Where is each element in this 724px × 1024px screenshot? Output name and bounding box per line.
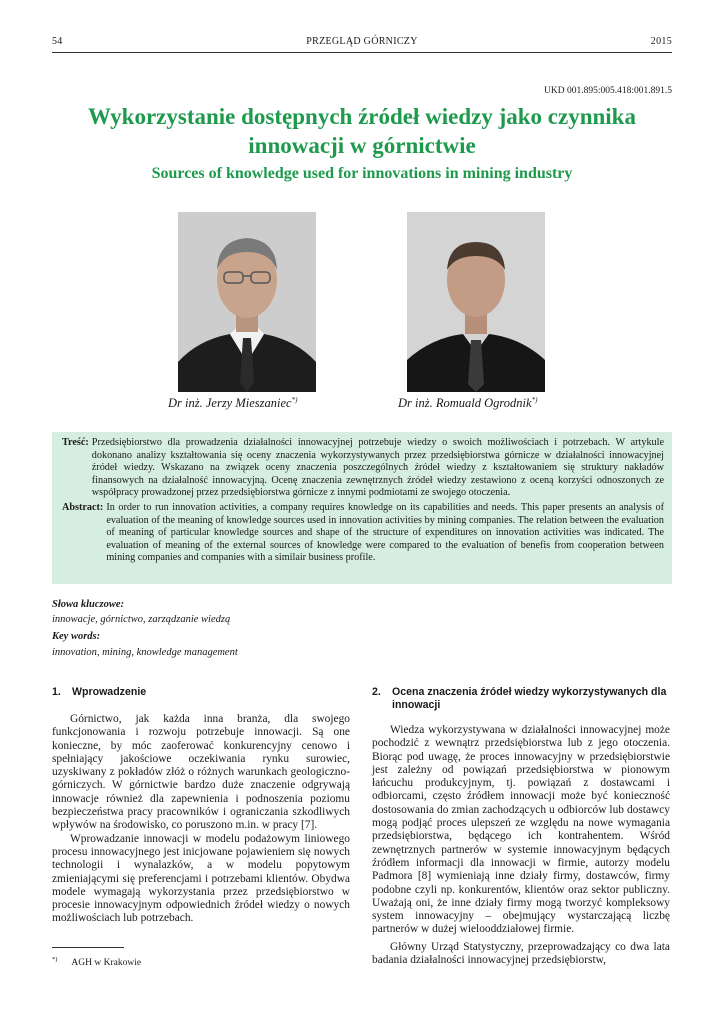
footnote-mark: *) xyxy=(52,956,58,963)
abstract-polish xyxy=(62,437,664,500)
section-heading-1: 1. Wprowadzenie xyxy=(52,686,147,698)
abstract-box xyxy=(52,432,672,584)
section-heading-2: 2. Ocena znaczenia źródeł wiedzy wykorzystywanych dla innowacji xyxy=(372,686,667,711)
author-name-1: Dr inż. Jerzy Mieszaniec*) xyxy=(168,396,298,411)
keywords-english: innovation, mining, knowledge management xyxy=(52,647,238,658)
paragraph: Główny Urząd Statystyczny, przeprowadzający co dwa lata badania działalności innowacyjnej przedsiębiorstw, xyxy=(372,940,670,967)
header-rule xyxy=(52,52,672,53)
paragraph: Wprowadzanie innowacji w modelu podażowym liniowego procesu innowacyjnego jest inicjowane pojawieniem się nowych technologii i wynalazków, a w modelu popytowym zmieniającymi się preferencjami i potrzebami klientów. Obydwa modele wymagają wykorzystania przez przedsiębiorstwo w procesie innowacyjnym odpowiednich źródeł wiedzy o nowych możliwościach lub potrzebach. xyxy=(52,832,350,925)
paragraph: Górnictwo, jak każda inna branża, dla swojego funkcjonowania i rozwoju potrzebuje innowacji. Są one konieczne, by móc zaoferować konkurencyjny cenowo i spełniający jakościowe oczekiwania rynku surowiec, uzyskiwany z pokładów złóż o różnych warunkach geologiczno-górniczych. W górnictwie bardzo duże znaczenie odgrywają innowacje również dla zapewnienia i podnoszenia poziomu bezpieczeństwa pracy pracowników i ograniczania szkodliwych wpływów na środowisko, co poruszono m.in. w pracy [7]. xyxy=(52,713,350,832)
keywords-label-polish: Słowa kluczowe: xyxy=(52,599,125,610)
journal-name: PRZEGLĄD GÓRNICZY xyxy=(306,36,418,47)
abstract-label-english: Abstract: xyxy=(62,501,104,513)
publication-year: 2015 xyxy=(650,36,672,47)
footnote xyxy=(52,956,141,968)
author-footnote-mark: *) xyxy=(291,396,298,404)
keywords-label-english: Key words: xyxy=(52,631,101,642)
author-photo-2 xyxy=(407,212,545,392)
author-name-2: Dr inż. Romuald Ogrodnik*) xyxy=(398,396,538,411)
paragraph: Wiedza wykorzystywana w działalności innowacyjnej może pochodzić z wewnątrz przedsiębiorstwa lub z jego otoczenia. Biorąc pod uwagę, że proces innowacyjny w przedsiębiorstwie jest zależny od powiązań przedsiębiorstwa w pionowym łańcuchu produkcyjnym, tj. powiązań z dostawcami i odbiorcami, często źródłem innowacji może być konieczność dostosowania do zmian zachodzących u odbiorców lub dostawcy mogą podjąć proces ulepszeń ze względu na nowe wymagania przedsiębiorstwa, będącego ich kontrahentem. Wśród zewnętrznych partnerów w systemie innowacyjnym będących źródłem informacji dla innowacji w firmie, autorzy modelu Padmora [8] wymieniają inne działy firmy, dostawców, firmy podobne czyli np. konkurentów, klientów oraz sektor publiczny. Uważają oni, że inne działy firmy mogą tworzyć kompleksowy system innowacyjny – obejmujący wystarczającą liczbę partnerów w dużej wielooddziałowej firmie. xyxy=(372,724,670,936)
title-english: Sources of knowledge used for innovations in mining industry xyxy=(151,165,573,182)
title-polish: Wykorzystanie dostępnych źródeł wiedzy jako czynnika innowacji w górnictwie xyxy=(88,104,636,158)
footnote-text: AGH w Krakowie xyxy=(71,958,142,969)
author-footnote-mark: *) xyxy=(531,396,538,404)
abstract-label-polish: Treść: xyxy=(62,437,89,448)
footnote-rule xyxy=(52,947,124,948)
keywords-polish: innowacje, górnictwo, zarządzanie wiedzą xyxy=(52,614,231,625)
running-header xyxy=(52,36,672,52)
abstract-text-english: In order to run innovation activities, a company requires knowledge on its capabilities and needs. This paper presents an analysis of evaluation of the meaning of knowledge sources used in innovation activities by mining companies. The relation between the evaluation of meaning of particular knowledge sources and shape of the structure of expenditures on innovation activities was indicated. The evaluation of meaning of the external sources of knowledge were compared to the evaluation of benefis from cooperation between mining companies and companies with a similair business profile. xyxy=(106,501,664,564)
abstract-english xyxy=(62,502,664,565)
abstract-text-polish: Przedsiębiorstwo dla prowadzenia działalności innowacyjnej potrzebuje wiedzy o swoich możliwościach i potrzebach. W artykule dokonano analizy kształtowania się oceny znaczenia wykorzystywanych przez przedsiębiorstwa górnicze w działalności innowacyjnej źródeł wiedzy. Wskazano na związek oceny znaczenia poszczególnych źródeł wiedzy z kształtowaniem się struktury nakładów finansowych na działalność innowacyjną. Ocenę znaczenia zewnętrznych źródeł wiedzy zestawiono z oceną korzyści odnoszonych ze współpracy prowadzonej przez przedsiębiorstwa górnicze z innymi podmiotami ze swojego otoczenia. xyxy=(91,437,664,499)
author-photo-1 xyxy=(178,212,316,392)
column-left xyxy=(52,686,350,926)
page-number: 54 xyxy=(52,36,63,47)
ukd-code: UKD 001.895:005.418:001.891.5 xyxy=(544,86,672,96)
column-right xyxy=(372,686,670,967)
